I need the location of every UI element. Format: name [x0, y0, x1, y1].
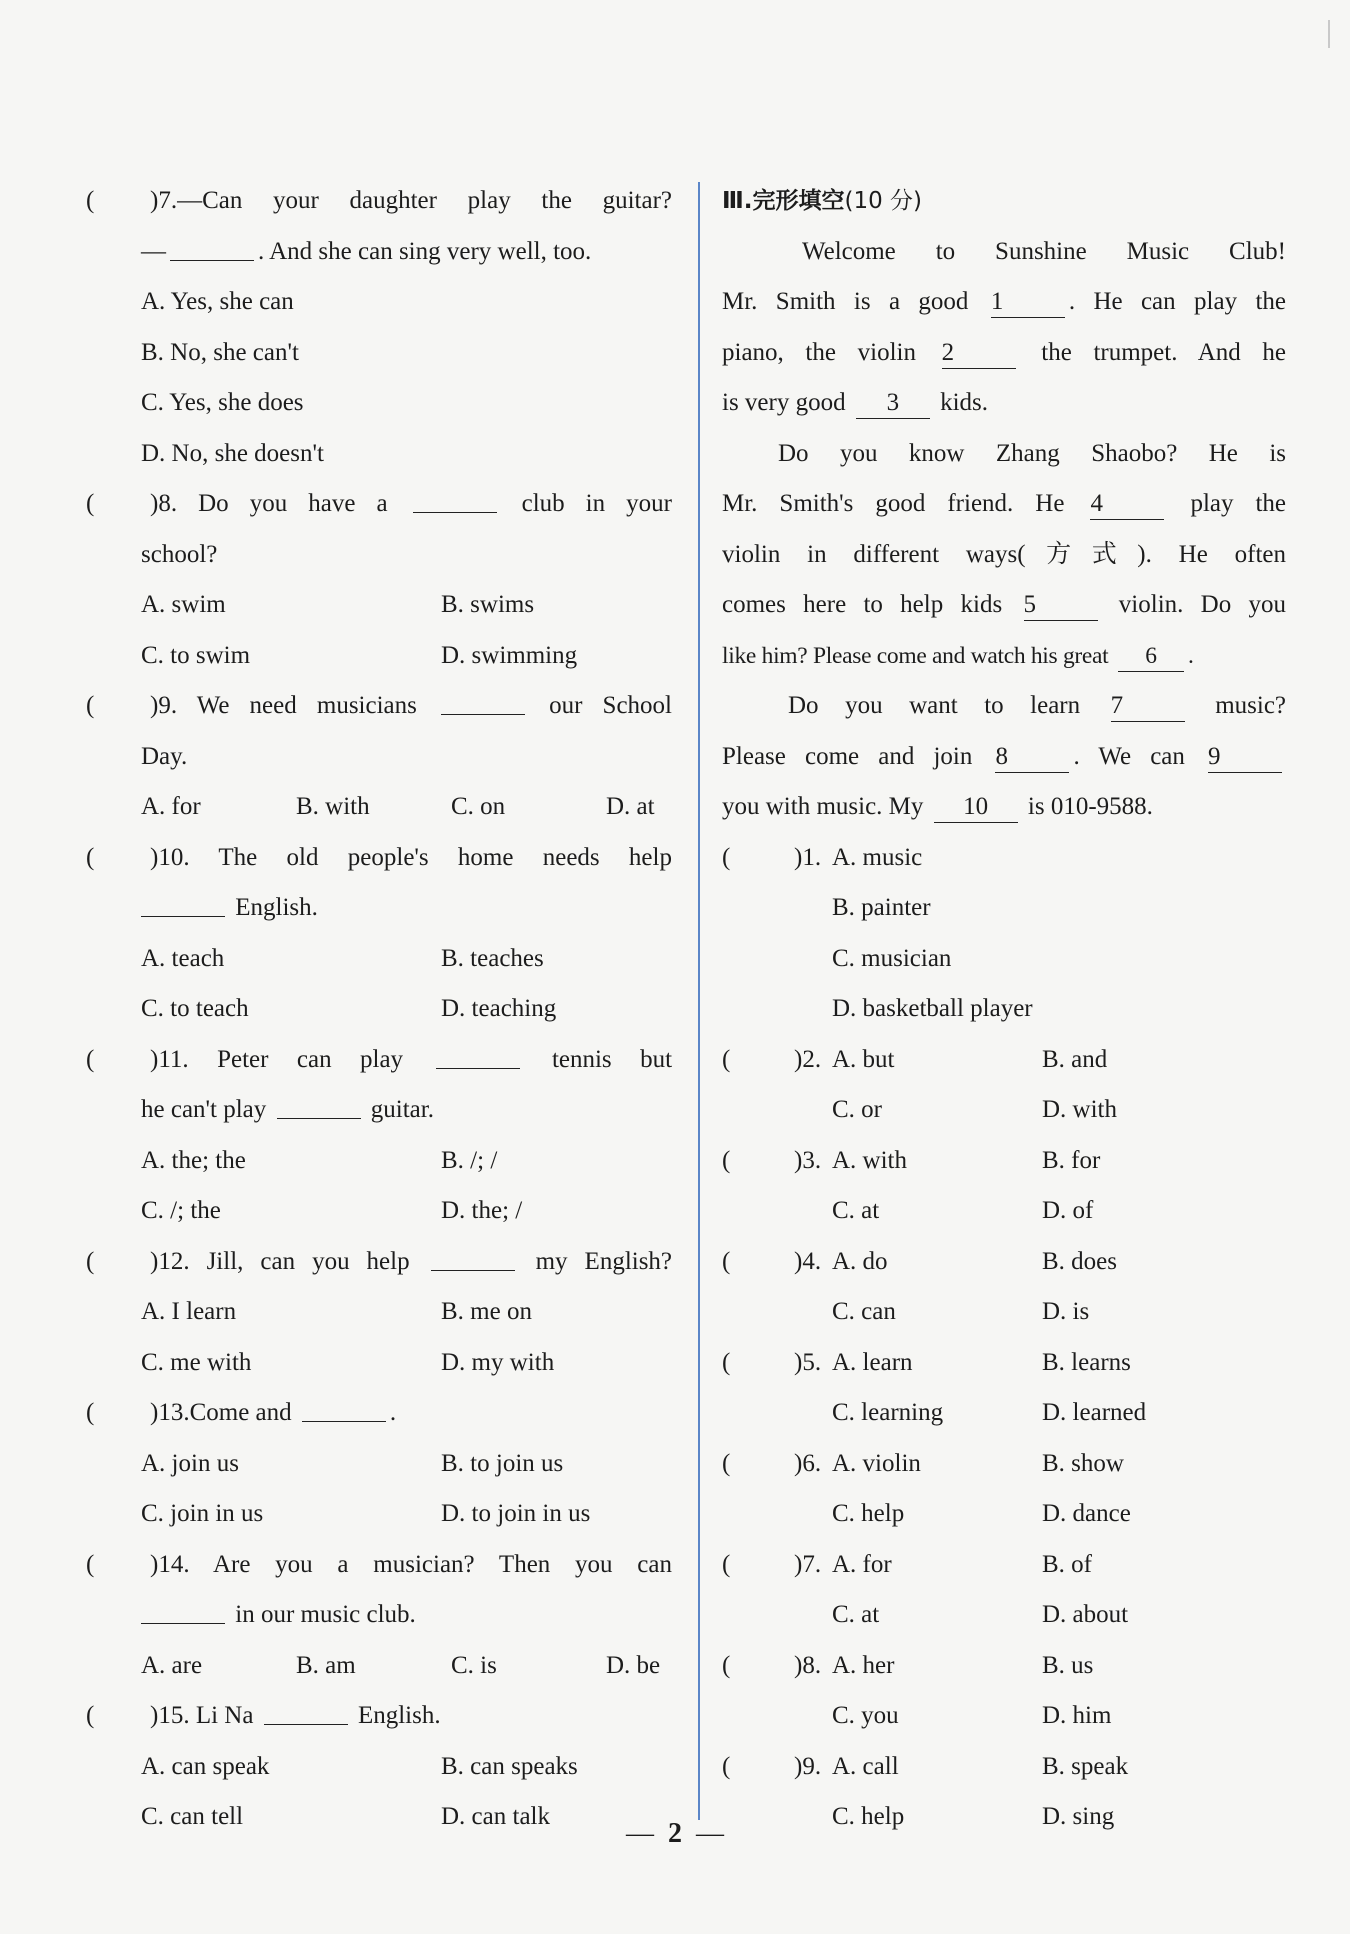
option[interactable]: C. help: [832, 1803, 905, 1830]
option[interactable]: D. to join in us: [441, 1500, 591, 1527]
options-row: [112, 580, 672, 631]
option[interactable]: D. learned: [1042, 1399, 1147, 1426]
options-row: [112, 631, 672, 682]
option[interactable]: A. the; the: [141, 1146, 246, 1174]
passage-line: like him? Please come and watch his great 6 .: [722, 631, 1286, 682]
option[interactable]: C. to swim: [141, 641, 251, 669]
passage-line: Do you want to learn 7 music?: [722, 681, 1286, 732]
passage-line: Mr. Smith's good friend. He 4 play the: [722, 479, 1286, 530]
option[interactable]: C. or: [832, 1096, 882, 1123]
option[interactable]: B. /; /: [441, 1146, 498, 1174]
option[interactable]: A. her: [832, 1651, 895, 1679]
answer-blank[interactable]: [264, 1700, 348, 1725]
option[interactable]: D. basketball player: [832, 995, 1033, 1022]
passage-blank: 10: [934, 792, 1018, 823]
right-column: [722, 176, 1286, 1843]
question-8: ( )8. Do you have a club in your: [86, 490, 672, 517]
passage-blank: 8: [995, 742, 1069, 773]
options-row: [722, 1590, 1286, 1641]
option[interactable]: A. music: [832, 843, 923, 871]
option[interactable]: D. be: [606, 1651, 661, 1679]
option[interactable]: D. of: [1042, 1197, 1094, 1224]
section-points: (10 分): [844, 188, 923, 214]
option[interactable]: B. am: [296, 1651, 356, 1679]
left-column: ( )7.—Can your daughter play the guitar? — . And she can sing very well, too. A. Yes, she can B. No, she can't C. Yes, she does D. No, she doesn't ( )8. Do you have a club in your school? A. swim B. swims C. to swim D. swimming ( )9. We need musicians our School Day. A. for B. with C. on D. at ( )10. The old people's home needs help English. A. teach B. teaches C. to teach D. teaching ( )11. Peter can play tennis but he can't play guitar. A. the; the B. /; / C. /; the D. the; / ( )12. Jill, can you help my English? A. I learn B. me on C. me with D. my with ( )13.Come and . A. join us B. to join us C. join in us D. to join in us ( )14. Are you a musician? Then you can in our music club. A. are B. am C. is D. be ( )15. Li Na English. A. can speak B. can speaks C. can tell D. can talk: [112, 176, 672, 1843]
option[interactable]: B. to join us: [441, 1449, 564, 1477]
option[interactable]: B. painter: [832, 894, 931, 921]
options-row: [112, 934, 672, 985]
option[interactable]: D. is: [1042, 1298, 1090, 1325]
option[interactable]: C. on: [451, 793, 506, 820]
edge-mark: [1328, 20, 1330, 48]
answer-paren-left: (: [86, 187, 95, 214]
options-row: [722, 1691, 1286, 1742]
options-row: [112, 1338, 672, 1389]
answer-blank[interactable]: [141, 1599, 225, 1624]
answer-blank[interactable]: [436, 1044, 520, 1069]
option[interactable]: A. learn: [832, 1348, 913, 1376]
cloze-question-2: ( )2. A. but B. and: [722, 1035, 1286, 1086]
option[interactable]: B. swims: [441, 591, 535, 618]
option[interactable]: D. No, she doesn't: [141, 439, 324, 467]
answer-blank[interactable]: [413, 488, 497, 513]
option[interactable]: A. can speak: [141, 1752, 270, 1780]
passage-blank: 3: [856, 388, 930, 419]
option[interactable]: C. at: [832, 1601, 880, 1628]
cloze-question-4: ( )4. A. do B. does: [722, 1237, 1286, 1288]
option[interactable]: C. me with: [141, 1348, 252, 1376]
options-row: [112, 1136, 672, 1187]
question-13: ( )13.Come and .: [86, 1399, 397, 1426]
option[interactable]: A. with: [832, 1146, 907, 1174]
passage-line: violin in different ways(方式). He often: [722, 540, 1286, 568]
question-15: ( )15. Li Na English.: [86, 1702, 441, 1729]
option[interactable]: B. us: [1042, 1651, 1094, 1679]
option[interactable]: B. with: [296, 793, 370, 820]
question-12: ( )12. Jill, can you help my English?: [86, 1247, 673, 1275]
option[interactable]: C. join in us: [141, 1500, 264, 1527]
section-title: Ⅲ.完形填空(10 分): [722, 188, 923, 214]
cloze-question-6: ( )6. A. violin B. show: [722, 1439, 1286, 1490]
option[interactable]: C. learning: [832, 1399, 944, 1426]
passage-blank: 9: [1208, 742, 1282, 773]
passage-line: Please come and join 8 . We can 9: [722, 732, 1286, 783]
options-row: [722, 1085, 1286, 1136]
option[interactable]: D. with: [1042, 1096, 1117, 1123]
passage-line: you with music. My 10 is 010-9588.: [722, 782, 1286, 833]
option[interactable]: A. violin: [832, 1449, 921, 1477]
option[interactable]: C. help: [832, 1500, 905, 1527]
options-row: [112, 1439, 672, 1490]
options-row: [112, 782, 672, 833]
option[interactable]: A. I learn: [141, 1298, 237, 1325]
option[interactable]: A. do: [832, 1247, 888, 1275]
option[interactable]: C. can: [832, 1298, 896, 1325]
options-row: [112, 1186, 672, 1237]
question-number: )7.: [150, 187, 178, 214]
cloze-question-7: ( )7. A. for B. of: [722, 1540, 1286, 1591]
option[interactable]: A. swim: [141, 591, 226, 618]
passage-blank: 1: [991, 287, 1065, 318]
option[interactable]: A. but: [832, 1045, 895, 1073]
option[interactable]: B. teaches: [441, 944, 544, 972]
option[interactable]: A. teach: [141, 944, 225, 972]
question-7: [86, 176, 672, 227]
question-7-line2: — . And she can sing very well, too.: [141, 237, 592, 265]
passage-blank: 7: [1111, 691, 1185, 722]
passage-blank: 4: [1090, 489, 1164, 520]
option[interactable]: B. and: [1042, 1045, 1108, 1073]
option[interactable]: B. learns: [1042, 1348, 1131, 1376]
option[interactable]: C. can tell: [141, 1803, 244, 1830]
option[interactable]: B. does: [1042, 1247, 1117, 1275]
option[interactable]: B. of: [1042, 1550, 1092, 1578]
answer-blank[interactable]: [441, 690, 525, 715]
cloze-question-5: ( )5. A. learn B. learns: [722, 1338, 1286, 1389]
passage-line: Welcome to Sunshine Music Club!: [802, 237, 1286, 265]
option[interactable]: D. can talk: [441, 1803, 550, 1830]
passage-line: Do you know Zhang Shaobo? He is: [778, 439, 1286, 467]
option[interactable]: A. for: [141, 793, 201, 820]
option[interactable]: C. musician: [832, 944, 952, 972]
options-row: [722, 1186, 1286, 1237]
options-row: [112, 1287, 672, 1338]
option[interactable]: C. /; the: [141, 1197, 221, 1224]
answer-blank[interactable]: [170, 236, 254, 261]
option[interactable]: D. the; /: [441, 1197, 523, 1224]
option[interactable]: C. you: [832, 1702, 899, 1729]
option[interactable]: D. my with: [441, 1348, 555, 1376]
option[interactable]: A. join us: [141, 1449, 239, 1477]
option[interactable]: C. to teach: [141, 995, 249, 1022]
option[interactable]: B. for: [1042, 1146, 1101, 1174]
answer-blank[interactable]: [302, 1397, 386, 1422]
options-row: [112, 1641, 672, 1692]
option[interactable]: A. call: [832, 1752, 899, 1780]
option[interactable]: C. Yes, she does: [141, 389, 304, 416]
option[interactable]: D. sing: [1042, 1803, 1115, 1830]
option[interactable]: A. are: [141, 1651, 203, 1679]
passage-blank: 6: [1118, 641, 1184, 672]
option[interactable]: A. for: [832, 1550, 892, 1578]
cloze-question-1: ( )1. A. music: [722, 833, 1286, 884]
answer-blank[interactable]: [277, 1094, 361, 1119]
column-divider: [698, 182, 700, 1820]
option[interactable]: B. No, she can't: [141, 338, 299, 366]
option[interactable]: B. can speaks: [441, 1752, 578, 1780]
cloze-question-9: ( )9. A. call B. speak: [722, 1742, 1286, 1793]
options-row: [722, 1489, 1286, 1540]
answer-blank[interactable]: [431, 1246, 515, 1271]
passage-line: comes here to help kids 5 violin. Do you: [722, 580, 1286, 631]
passage-blank: 2: [942, 338, 1016, 369]
cloze-question-8: ( )8. A. her B. us: [722, 1641, 1286, 1692]
option[interactable]: B. speak: [1042, 1752, 1129, 1780]
question-14: ( )14. Are you a musician? Then you can: [86, 1550, 672, 1578]
option[interactable]: C. is: [451, 1651, 497, 1679]
options-row: [112, 984, 672, 1035]
page-footer: — 2 —: [626, 1818, 724, 1849]
option[interactable]: A. Yes, she can: [141, 288, 294, 315]
option[interactable]: D. about: [1042, 1601, 1129, 1628]
options-row: [722, 1388, 1286, 1439]
passage-blank: 5: [1024, 590, 1098, 621]
option[interactable]: D. at: [606, 793, 655, 820]
options-row: [722, 1287, 1286, 1338]
options-row: [112, 1489, 672, 1540]
passage-line: is very good 3 kids.: [722, 378, 1286, 429]
question-text: —Can your daughter play the guitar?: [177, 187, 672, 214]
cloze-question-3: ( )3. A. with B. for: [722, 1136, 1286, 1187]
option[interactable]: D. swimming: [441, 641, 578, 669]
options-row: [112, 1742, 672, 1793]
option[interactable]: B. me on: [441, 1298, 532, 1325]
passage-line: piano, the violin 2 the trumpet. And he: [722, 328, 1286, 379]
question-10: ( )10. The old people's home needs help: [86, 843, 672, 871]
option[interactable]: D. him: [1042, 1702, 1112, 1729]
option[interactable]: C. at: [832, 1197, 880, 1224]
question-11: ( )11. Peter can play tennis but: [86, 1045, 673, 1073]
option[interactable]: D. teaching: [441, 995, 557, 1022]
question-9: ( )9. We need musicians our School: [86, 692, 672, 719]
answer-blank[interactable]: [141, 892, 225, 917]
page-number: 2: [668, 1818, 682, 1849]
option[interactable]: D. dance: [1042, 1500, 1131, 1527]
passage-line: Mr. Smith is a good 1 . He can play the: [722, 277, 1286, 328]
option[interactable]: B. show: [1042, 1449, 1124, 1477]
